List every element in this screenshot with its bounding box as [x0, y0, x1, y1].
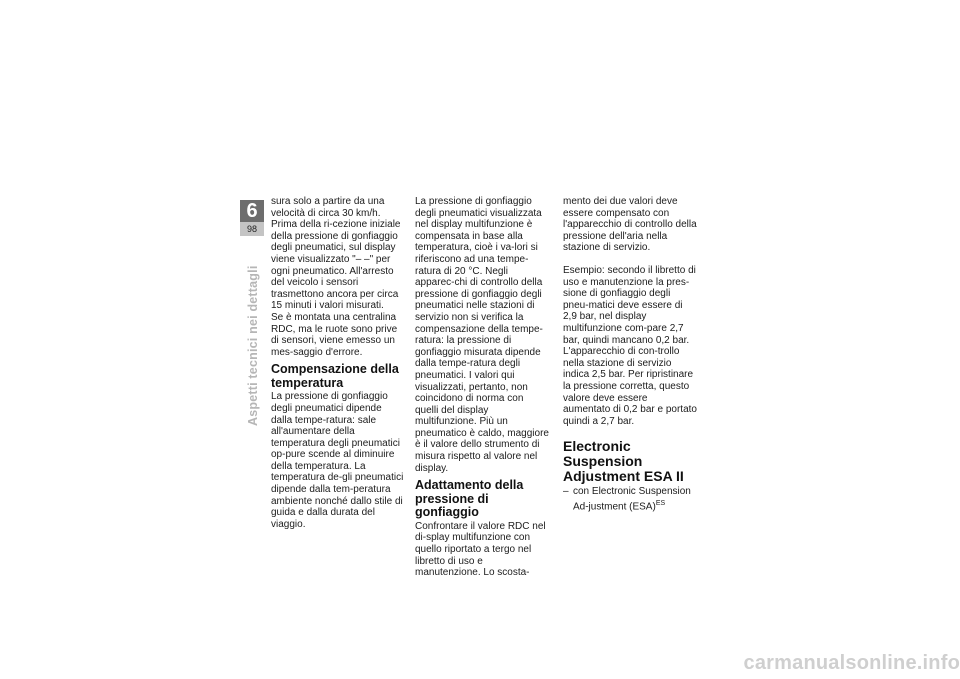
watermark: carmanualsonline.info	[743, 652, 960, 674]
paragraph: mento dei due valori deve essere compensato con l'apparecchio di controllo della pressione dell'aria nella stazione di servizio.	[563, 196, 697, 254]
paragraph: Confrontare il valore RDC nel di-splay multifunzione con quello riportato a tergo nel libretto di uso e manutenzione. Lo scosta-	[415, 520, 546, 579]
chapter-side-title: Aspetti tecnici nei dettagli	[246, 265, 260, 426]
section-heading: Electronic Suspension Adjustment ESA II	[563, 438, 684, 485]
text-column-2	[415, 196, 549, 579]
text-column-1	[271, 196, 405, 530]
list-item	[563, 486, 697, 513]
footnote-sup: ES	[655, 499, 666, 507]
text-column-3	[563, 196, 697, 513]
paragraph: sura solo a partire da una velocità di circa 30 km/h. Prima della ri-cezione iniziale della pressione di gonfiaggio degli pneumatici, sul display viene visualizzato "– –" per ogni pneumatico. All'arresto del veicolo i sensori trasmettono ancora per circa 15 minuti i valori misurati.	[271, 196, 401, 312]
paragraph: Esempio: secondo il libretto di uso e manutenzione la pres-sione di gonfiaggio degli pneu-matici deve essere di 2,9 bar, nel display multifunzione com-pare 2,7 bar, quindi mancano 0,2 bar. L'apparecchio di con-trollo nella stazione di servizio indica 2,5 bar. Per ripristinare la pressione corretta, questo valore deve essere aumentato di 0,2 bar e portato quindi a 2,7 bar.	[563, 264, 697, 427]
section-heading: Adattamento della pressione di gonfiaggio	[415, 478, 524, 520]
page-number: 98	[240, 222, 264, 236]
section-heading: Compensazione della temperatura	[271, 362, 399, 390]
paragraph: Se è montata una centralina RDC, ma le ruote sono prive di sensori, viene emesso un mes-saggio d'errore.	[271, 311, 398, 358]
paragraph: La pressione di gonfiaggio degli pneumatici dipende dalla tempe-ratura: sale all'aumentare della temperatura degli pneumatici op-pure scende al diminuire della temperatura. La temperatura de-gli pneumatici dipende dalla tem-peratura ambiente nonché dallo stile di guida e dalla durata del viaggio.	[271, 391, 404, 530]
list-item-text: con Electronic Suspension Ad-justment (ESA)$^{ES}$	[573, 486, 691, 513]
dash-bullet: –	[563, 486, 569, 498]
chapter-number: 6	[240, 200, 264, 222]
paragraph: La pressione di gonfiaggio degli pneumatici visualizzata nel display multifunzione è compensata in base alla temperatura, cioè i va-lori si riferiscono ad una tempe-ratura di 20 °C. Negli apparec-chi di controllo della pressione di gonfiaggio degli pneumatici nelle stazioni di servizio non si verifica la compensazione della tempe-ratura: la pressione di gonfiaggio misurata dipende dalla tempe-ratura degli pneumatici. I valori qui visualizzati, pertanto, non coincidono di norma con quelli del display multifunzione. Più un pneumatico è caldo, maggiore è il valore dello strumento di misura rispetto al valore nel display.	[415, 196, 549, 474]
